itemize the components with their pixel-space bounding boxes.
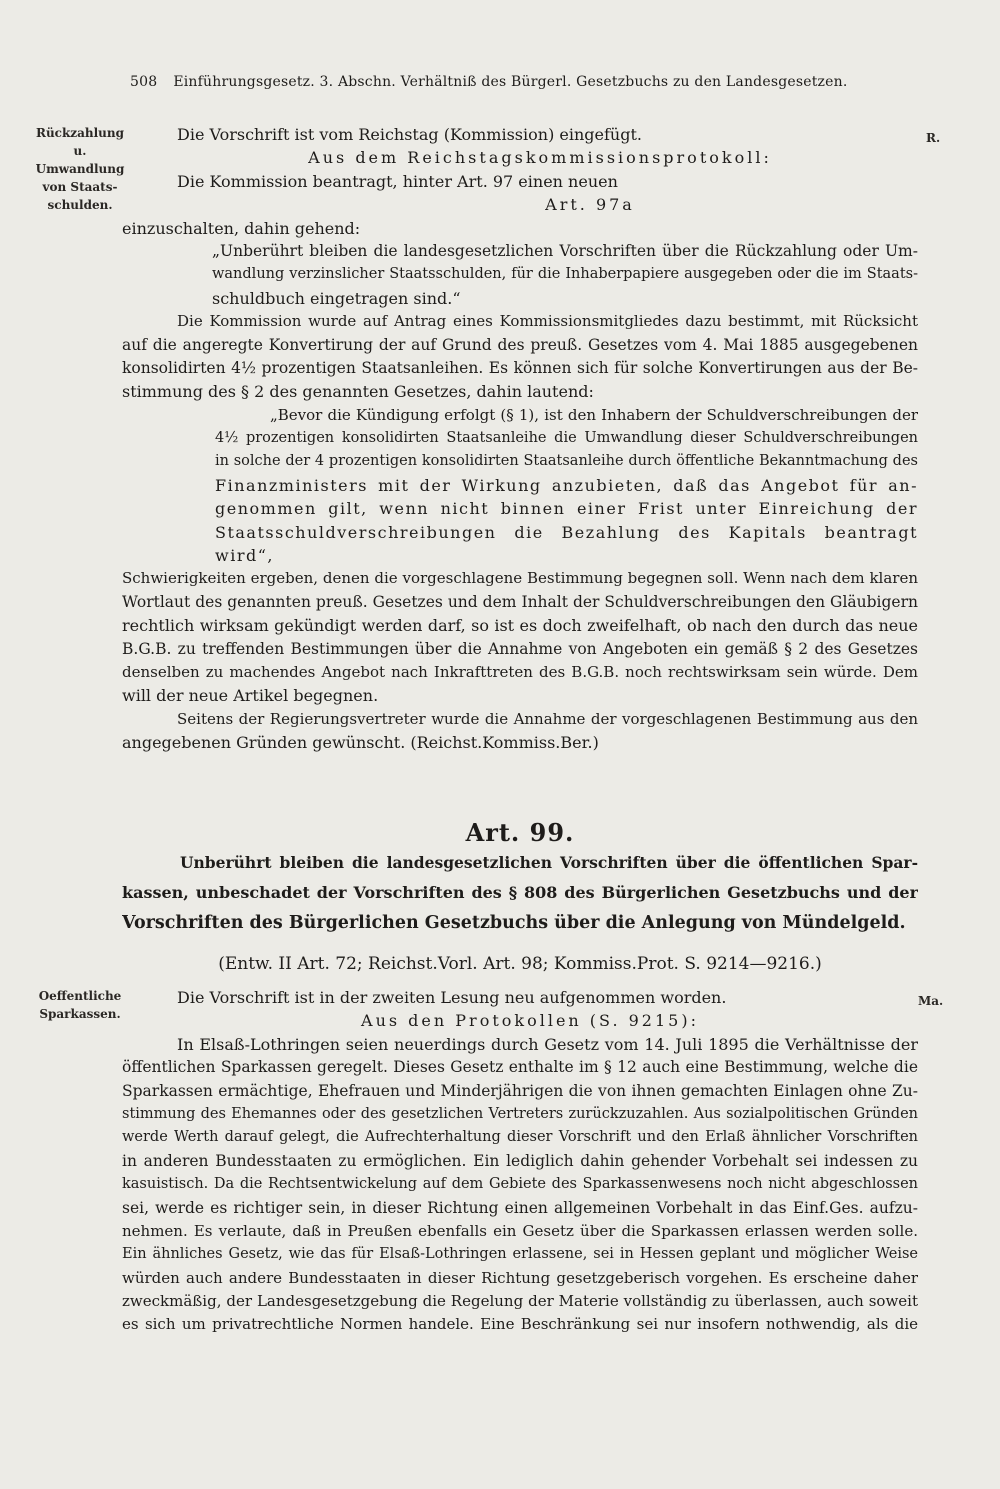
paragraph-line: würden auch andere Bundesstaaten in dieser Richtung gesetzgeberisch vorgehen. Es erscheine daher xyxy=(122,1268,918,1287)
paragraph-line: auf die angeregte Konvertirung der auf Grund des preuß. Gesetzes vom 4. Mai 1885 ausgegebenen xyxy=(122,335,918,354)
paragraph-line: Die Kommission wurde auf Antrag eines Kommissionsmitgliedes dazu bestimmt, mit Rücksicht xyxy=(177,312,918,331)
quoted-line: in solche der 4 prozentigen konsolidirten Staatsanleihe durch öffentliche Bekanntmachung des xyxy=(215,453,918,470)
quoted-line: 4½ prozentigen konsolidirten Staatsanleihe die Umwandlung dieser Schuldverschreibungen xyxy=(215,430,918,447)
paragraph-line: sei, werde es richtiger sein, in dieser Richtung einen allgemeinen Vorbehalt in das Einf.Ges. aufzu- xyxy=(122,1198,918,1217)
margin-note-savings-banks xyxy=(28,987,132,1023)
paragraph-line: konsolidirten 4½ prozentigen Staatsanleihen. Es können sich für solche Konvertirungen aus der Be- xyxy=(122,358,918,377)
paragraph-line: stimmung des Ehemannes oder des gesetzlichen Vertreters zurückzuzahlen. Aus sozialpolitischen Gründen xyxy=(122,1105,918,1122)
paragraph-line: Sparkassen ermächtige, Ehefrauen und Minderjährigen die von ihnen gemachten Einlagen ohne Zu- xyxy=(122,1081,918,1100)
paragraph-line: rechtlich wirksam gekündigt werden darf, so ist es doch zweifelhaft, ob nach den durch das neue xyxy=(122,616,918,636)
paragraph-line: zweckmäßig, der Landesgesetzgebung die Regelung der Materie vollständig zu überlassen, auch soweit xyxy=(122,1292,918,1311)
paragraph-line: Die Kommission beantragt, hinter Art. 97 einen neuen xyxy=(177,171,618,191)
running-head xyxy=(130,74,870,90)
paragraph-line: Seitens der Regierungsvertreter wurde die Annahme der vorgeschlagenen Bestimmung aus den xyxy=(177,709,918,728)
margin-note-line: schulden. xyxy=(47,198,113,212)
paragraph-line: B.G.B. zu treffenden Bestimmungen über die Annahme von Angeboten ein gemäß § 2 des Gesetzes xyxy=(122,639,918,658)
paragraph-line: in anderen Bundesstaaten zu ermöglichen. Ein lediglich dahin gehender Vorbehalt sei indessen zu xyxy=(122,1151,918,1170)
paragraph-line: angegebenen Gründen gewünscht. (Reichst.Kommiss.Ber.) xyxy=(122,733,599,753)
running-head-title: Einführungsgesetz. 3. Abschn. Verhältniß des Bürgerl. Gesetzbuchs zu den Landesgesetzen. xyxy=(173,74,848,90)
paragraph-line: Schwierigkeiten ergeben, denen die vorgeschlagene Bestimmung begegnen soll. Wenn nach dem klaren xyxy=(122,569,918,588)
quoted-line: „Bevor die Kündigung erfolgt (§ 1), ist den Inhabern der Schuldverschreibungen der xyxy=(270,405,918,424)
paragraph-line: Ein ähnliches Gesetz, wie das für Elsaß-Lothringen erlassene, sei in Hessen geplant und möglicher Weise xyxy=(122,1246,918,1263)
paragraph-line: werde Werth darauf gelegt, die Aufrechterhaltung dieser Vorschrift und den Erlaß ähnlicher Vorschriften xyxy=(122,1129,918,1146)
paragraph-line: nehmen. Es verlaute, daß in Preußen ebenfalls ein Gesetz über die Sparkassen erlassen werden solle. xyxy=(122,1221,918,1240)
margin-note-author-ma: Ma. xyxy=(918,994,944,1008)
paragraph-line: stimmung des § 2 des genannten Gesetzes, dahin lautend: xyxy=(122,382,594,402)
paragraph-line: denselben zu machendes Angebot nach Inkrafttreten des B.G.B. noch rechtswirksam sein würde. Dem xyxy=(122,662,918,681)
article-text-line: Unberührt bleiben die landesgesetzlichen Vorschriften über die öffentlichen Spar- xyxy=(180,853,918,872)
paragraph-line: öffentlichen Sparkassen geregelt. Dieses Gesetz enthalte im § 12 auch eine Bestimmung, welche die xyxy=(122,1058,918,1077)
article-source-reference: (Entw. II Art. 72; Reichst.Vorl. Art. 98; Kommiss.Prot. S. 9214—9216.) xyxy=(218,954,822,974)
paragraph-line: einzuschalten, dahin gehend: xyxy=(122,218,361,238)
margin-note-line: von Staats- xyxy=(42,180,118,194)
article-text-line: kassen, unbeschadet der Vorschriften des § 808 des Bürgerlichen Gesetzbuchs und der xyxy=(122,883,918,902)
article-heading: Art. 99. xyxy=(465,818,575,847)
margin-note-line: Umwandlung xyxy=(35,162,125,176)
paragraph-line: es sich um privatrechtliche Normen handele. Eine Beschränkung sei nur insofern nothwendig, als die xyxy=(122,1315,918,1334)
section-subheading: Aus den Protokollen (S. 9215): xyxy=(361,1011,699,1031)
margin-note-line: Sparkassen. xyxy=(39,1007,121,1021)
article-text xyxy=(122,848,918,938)
paragraph-line: Die Vorschrift ist in der zweiten Lesung neu aufgenommen worden. xyxy=(177,988,727,1007)
margin-note-repayment xyxy=(28,124,132,214)
quoted-line: Finanzministers mit der Wirkung anzubieten, daß das Angebot für an- xyxy=(215,475,918,495)
quoted-line: Staatsschuldverschreibungen die Bezahlung des Kapitals beantragt xyxy=(215,522,918,542)
quoted-line: wird“, xyxy=(215,546,274,566)
margin-note-author-r: R. xyxy=(926,131,941,145)
paragraph-line: kasuistisch. Da die Rechtsentwickelung auf dem Gebiete des Sparkassenwesens noch nicht abgeschlossen xyxy=(122,1176,918,1193)
quoted-line: „Unberührt bleiben die landesgesetzlichen Vorschriften über die Rückzahlung oder Um- xyxy=(212,241,918,260)
quoted-line: genommen gilt, wenn nicht binnen einer Frist unter Einreichung der xyxy=(215,499,918,519)
margin-note-line: Oeffentliche xyxy=(38,989,122,1003)
paragraph-line: will der neue Artikel begegnen. xyxy=(122,686,379,706)
page-number: 508 xyxy=(130,74,158,90)
article-text-line: Vorschriften des Bürgerlichen Gesetzbuchs über die Anlegung von Mündelgeld. xyxy=(122,913,906,933)
quoted-line: wandlung verzinslicher Staatsschulden, für die Inhaberpapiere ausgegeben oder die im Staats- xyxy=(212,266,918,283)
paragraph-line: Wortlaut des genannten preuß. Gesetzes und dem Inhalt der Schuldverschreibungen den Gläubigern xyxy=(122,592,918,611)
paragraph-line: In Elsaß-Lothringen seien neuerdings durch Gesetz vom 14. Juli 1895 die Verhältnisse der xyxy=(177,1034,918,1054)
article-reference: Art. 97a xyxy=(545,195,635,215)
margin-note-line: Rückzahlung u. xyxy=(35,126,125,158)
section-protocols xyxy=(122,986,918,1337)
section-reichstag-commission xyxy=(122,123,918,755)
quoted-line: schuldbuch eingetragen sind.“ xyxy=(212,288,461,308)
section-subheading: Aus dem Reichstagskommissionsprotokoll: xyxy=(308,148,772,168)
paragraph-line: Die Vorschrift ist vom Reichstag (Kommission) eingefügt. xyxy=(177,125,642,144)
